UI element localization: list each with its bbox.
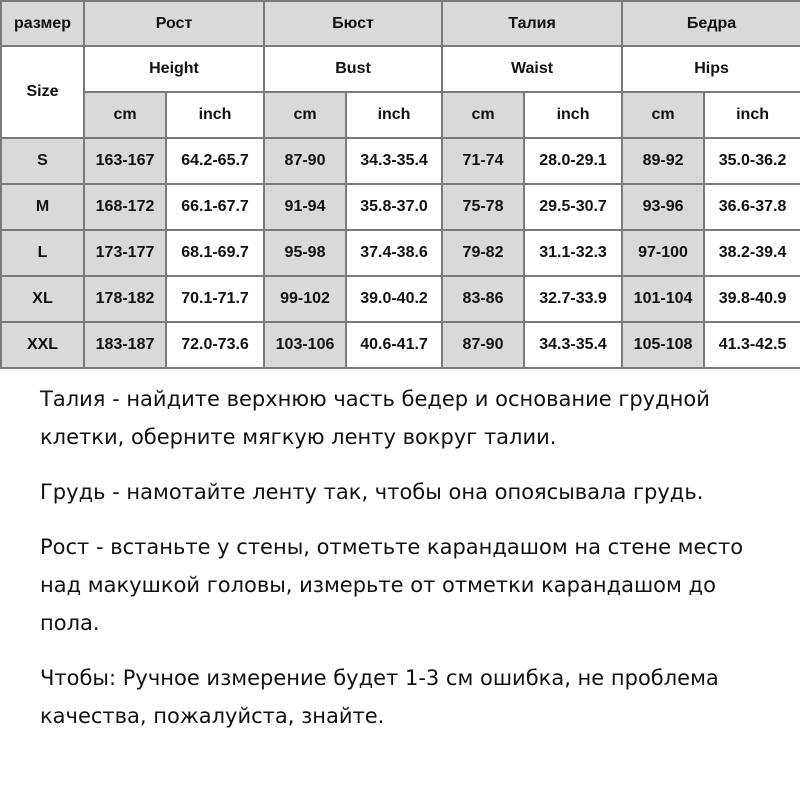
unit-hips-cm: cm xyxy=(622,92,704,138)
header-waist-en: Waist xyxy=(442,46,622,92)
bust-note: Грудь - намотайте ленту так, чтобы она опоясывала грудь. xyxy=(40,480,704,504)
waist-cm-cell: 87-90 xyxy=(442,322,524,368)
unit-height-cm: cm xyxy=(84,92,166,138)
hips-inch-cell: 41.3-42.5 xyxy=(704,322,800,368)
bust-inch-cell: 39.0-40.2 xyxy=(346,276,442,322)
height-cm-cell: 173-177 xyxy=(84,230,166,276)
header-bust-en: Bust xyxy=(264,46,442,92)
height-inch-cell: 72.0-73.6 xyxy=(166,322,264,368)
height-cm-cell: 178-182 xyxy=(84,276,166,322)
table-row xyxy=(1,138,800,184)
table-row xyxy=(1,184,800,230)
waist-inch-cell: 28.0-29.1 xyxy=(524,138,622,184)
size-cell: S xyxy=(1,138,84,184)
height-cm-cell: 163-167 xyxy=(84,138,166,184)
bust-inch-cell: 35.8-37.0 xyxy=(346,184,442,230)
waist-inch-cell: 32.7-33.9 xyxy=(524,276,622,322)
height-cm-cell: 168-172 xyxy=(84,184,166,230)
hips-cm-cell: 93-96 xyxy=(622,184,704,230)
unit-waist-cm: cm xyxy=(442,92,524,138)
height-note: Рост - встаньте у стены, отметьте карандашом на стене место над макушкой головы, измерьте от отметки карандашом до пола. xyxy=(40,535,744,635)
header-row-units xyxy=(1,92,800,138)
height-inch-cell: 68.1-69.7 xyxy=(166,230,264,276)
hips-inch-cell: 35.0-36.2 xyxy=(704,138,800,184)
hips-inch-cell: 36.6-37.8 xyxy=(704,184,800,230)
header-height-en: Height xyxy=(84,46,264,92)
bust-inch-cell: 40.6-41.7 xyxy=(346,322,442,368)
bust-cm-cell: 103-106 xyxy=(264,322,346,368)
bust-cm-cell: 99-102 xyxy=(264,276,346,322)
bust-cm-cell: 95-98 xyxy=(264,230,346,276)
height-inch-cell: 70.1-71.7 xyxy=(166,276,264,322)
table-row xyxy=(1,230,800,276)
waist-cm-cell: 83-86 xyxy=(442,276,524,322)
header-size-en: Size xyxy=(1,46,84,138)
header-bust-ru: Бюст xyxy=(264,1,442,46)
waist-note: Талия - найдите верхнюю часть бедер и основание грудной клетки, оберните мягкую ленту вокруг талии. xyxy=(40,387,710,449)
hips-cm-cell: 101-104 xyxy=(622,276,704,322)
header-row-en xyxy=(1,46,800,92)
header-hips-en: Hips xyxy=(622,46,800,92)
unit-waist-inch: inch xyxy=(524,92,622,138)
hips-inch-cell: 38.2-39.4 xyxy=(704,230,800,276)
header-waist-ru: Талия xyxy=(442,1,622,46)
height-inch-cell: 66.1-67.7 xyxy=(166,184,264,230)
size-cell: M xyxy=(1,184,84,230)
bust-inch-cell: 37.4-38.6 xyxy=(346,230,442,276)
hips-cm-cell: 97-100 xyxy=(622,230,704,276)
bust-cm-cell: 87-90 xyxy=(264,138,346,184)
hips-inch-cell: 39.8-40.9 xyxy=(704,276,800,322)
disclaimer-note: Чтобы: Ручное измерение будет 1-3 см ошибка, не проблема качества, пожалуйста, знайте. xyxy=(40,666,719,728)
bust-inch-cell: 34.3-35.4 xyxy=(346,138,442,184)
size-chart-table xyxy=(0,0,800,369)
unit-bust-cm: cm xyxy=(264,92,346,138)
size-cell: L xyxy=(1,230,84,276)
table-row xyxy=(1,322,800,368)
unit-hips-inch: inch xyxy=(704,92,800,138)
measurement-notes xyxy=(40,380,780,735)
bust-cm-cell: 91-94 xyxy=(264,184,346,230)
header-row-ru xyxy=(1,1,800,46)
waist-cm-cell: 75-78 xyxy=(442,184,524,230)
waist-inch-cell: 31.1-32.3 xyxy=(524,230,622,276)
header-hips-ru: Бедра xyxy=(622,1,800,46)
waist-cm-cell: 79-82 xyxy=(442,230,524,276)
waist-cm-cell: 71-74 xyxy=(442,138,524,184)
waist-inch-cell: 34.3-35.4 xyxy=(524,322,622,368)
height-cm-cell: 183-187 xyxy=(84,322,166,368)
header-height-ru: Рост xyxy=(84,1,264,46)
height-inch-cell: 64.2-65.7 xyxy=(166,138,264,184)
header-size-ru: размер xyxy=(1,1,84,46)
size-cell: XL xyxy=(1,276,84,322)
waist-inch-cell: 29.5-30.7 xyxy=(524,184,622,230)
size-cell: XXL xyxy=(1,322,84,368)
hips-cm-cell: 89-92 xyxy=(622,138,704,184)
unit-height-inch: inch xyxy=(166,92,264,138)
hips-cm-cell: 105-108 xyxy=(622,322,704,368)
unit-bust-inch: inch xyxy=(346,92,442,138)
table-row xyxy=(1,276,800,322)
